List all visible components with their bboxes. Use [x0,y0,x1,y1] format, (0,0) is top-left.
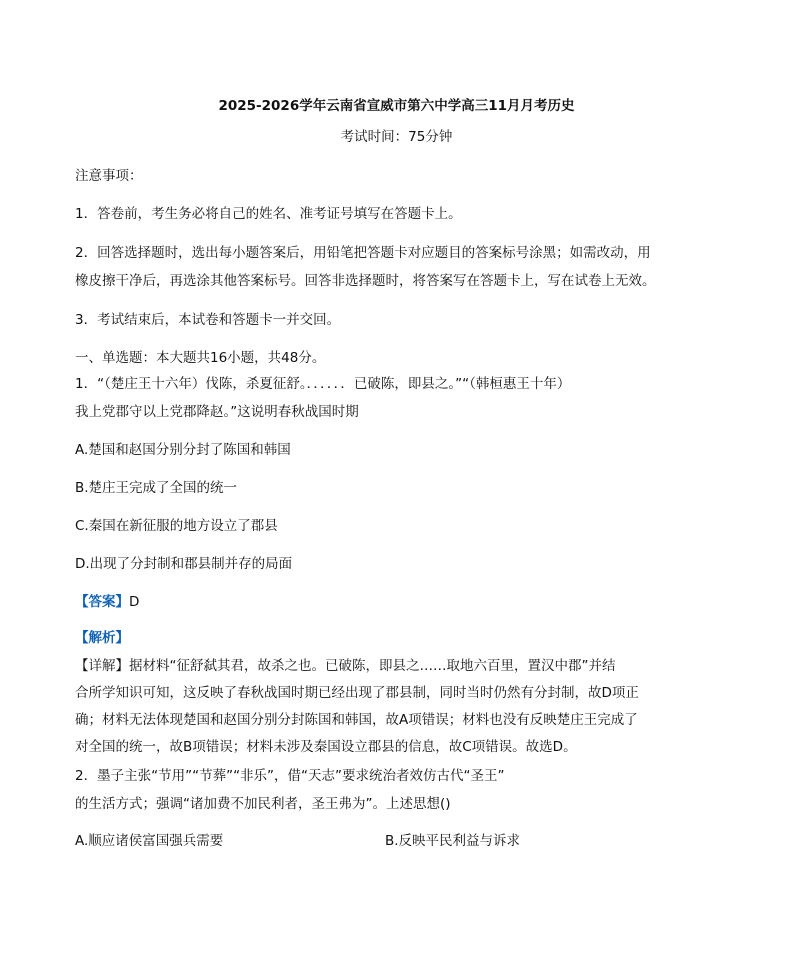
q1-option-a: A.楚国和赵国分别分封了陈国和韩国 [75,442,291,458]
q1-stem-line-2: 我上党郡守以上党郡降赵。”这说明春秋战国时期 [75,404,359,420]
exam-time: 考试时间：75分钟 [340,129,453,145]
q2-option-b: B.反映平民利益与诉求 [385,833,521,849]
detail-label: 【详解】 [75,658,129,674]
notice-item-3: 3．考试结束后，本试卷和答题卡一并交回。 [75,312,341,328]
q1-stem-line-1: 1．“（楚庄王十六年）伐陈，杀夏征舒。．．．．．．已破陈，即县之。”“（韩桓惠王十年） [75,376,571,392]
q1-answer [75,593,715,611]
q1-analysis-label [75,629,715,647]
answer-label: 【答案】 [75,594,129,610]
q1-detail-line-2: 合所学知识可知，这反映了春秋战国时期已经出现了郡县制，同时当时仍然有分封制，故D项正 [75,685,639,701]
q1-detail-line-3: 确；材料无法体现楚国和赵国分别分封陈国和韩国，故A项错误；材料也没有反映楚庄王完成了 [75,712,638,728]
analysis-label: 【解析】 [75,630,129,646]
notice-heading: 注意事项： [75,168,143,184]
q2-stem-line-2: 的生活方式；强调“诸加费不加民利者，圣王弗为”。上述思想() [75,796,451,812]
answer-value: D [129,594,140,610]
q2-option-a: A.顺应诸侯富国强兵需要 [75,833,224,849]
exam-title: 2025-2026学年云南省宣威市第六中学高三11月月考历史 [218,98,575,114]
q1-detail-line-4: 对全国的统一，故B项错误；材料未涉及秦国设立郡县的信息，故C项错误。故选D。 [75,739,577,755]
q1-option-b: B.楚庄王完成了全国的统一 [75,480,238,496]
q2-stem-line-1: 2．墨子主张“节用”“节葬”“非乐”，借“天志”要求统治者效仿古代“圣王” [75,768,505,784]
q1-option-c: C.秦国在新征服的地方设立了郡县 [75,518,278,534]
q1-option-d: D.出现了分封制和郡县制并存的局面 [75,556,293,572]
notice-item-2-line-1: 2．回答选择题时，选出每小题答案后，用铅笔把答题卡对应题目的答案标号涂黑；如需改动，用 [75,245,651,261]
detail-text-1: 据材料“征舒弑其君，故杀之也。已破陈，即县之……取地六百里，置汉中郡”并结 [129,658,616,674]
notice-item-2-line-2: 橡皮擦干净后，再选涂其他答案标号。回答非选择题时，将答案写在答题卡上，写在试卷上无效。 [75,273,656,289]
q1-detail-line-1 [75,657,715,675]
notice-item-1: 1．答卷前，考生务必将自己的姓名、准考证号填写在答题卡上。 [75,206,462,222]
section-heading: 一、单选题：本大题共16小题，共48分。 [75,350,326,366]
